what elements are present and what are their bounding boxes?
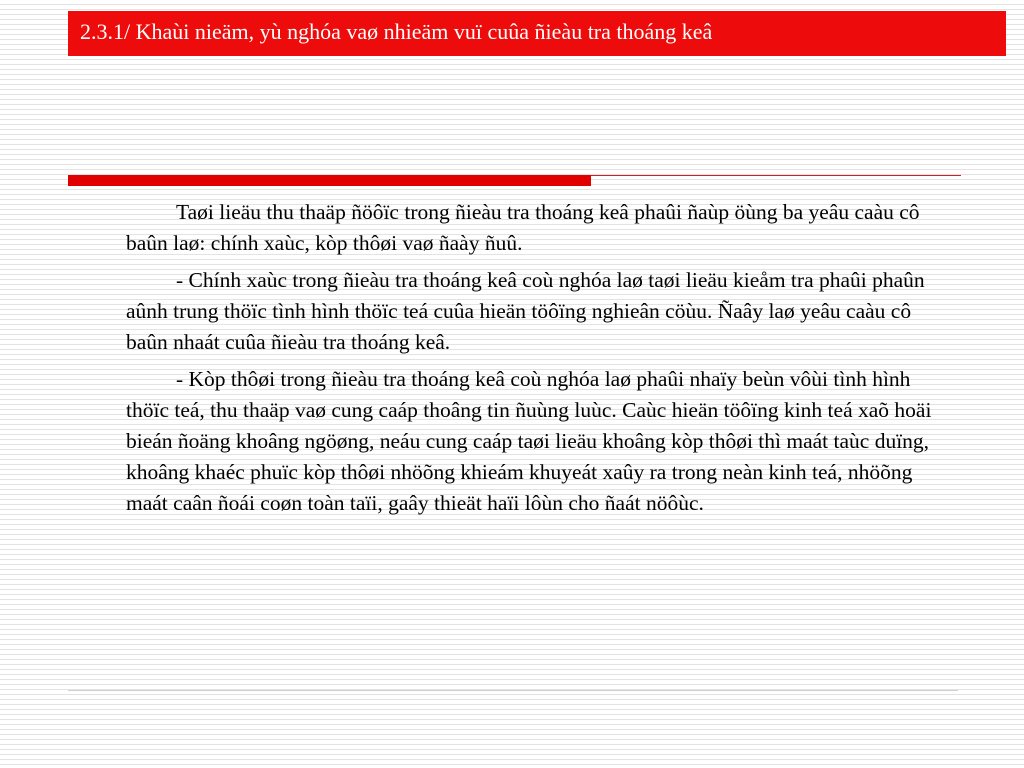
body-paragraph-accuracy: - Chính xaùc trong ñieàu tra thoáng keâ coù nghóa laø taøi lieäu kieåm tra phaûi phaûn aûnh trung thöïc tình hình thöïc teá cuûa hieän töôïng nghieân cöùu. Ñaây laø yeâu caàu cô baûn nhaát cuûa ñieàu tra thoáng keâ.	[126, 268, 925, 354]
bottom-divider	[68, 690, 958, 691]
body-paragraph-intro: Taøi lieäu thu thaäp ñöôïc trong ñieàu tra thoáng keâ phaûi ñaùp öùng ba yeâu caàu cô baûn laø: chính xaùc, kòp thôøi vaø ñaày ñuû.	[126, 200, 920, 255]
red-divider	[68, 175, 591, 186]
title-bar	[68, 11, 1006, 56]
thin-divider	[591, 175, 961, 176]
body-paragraph-timeliness: - Kòp thôøi trong ñieàu tra thoáng keâ coù nghóa laø phaûi nhaïy beùn vôùi tình hình thöïc teá, thu thaäp vaø cung caáp thoâng tin ñuùng luùc. Caùc hieän töôïng kinh teá xaõ hoäi bieán ñoäng khoâng ngöøng, neáu cung caáp taøi lieäu khoâng kòp thôøi thì maát taùc duïng, khoâng khaéc phuïc kòp thôøi nhöõng khieám khuyeát xaûy ra trong neàn kinh teá, nhöõng maát caân ñoái coøn toàn taïi, gaây thieät haïi lôùn cho ñaát nöôùc.	[126, 367, 932, 515]
slide-body	[126, 197, 956, 525]
slide-title: 2.3.1/ Khaùi nieäm, yù nghóa vaø nhieäm vuï cuûa ñieàu tra thoáng keâ	[80, 19, 713, 44]
